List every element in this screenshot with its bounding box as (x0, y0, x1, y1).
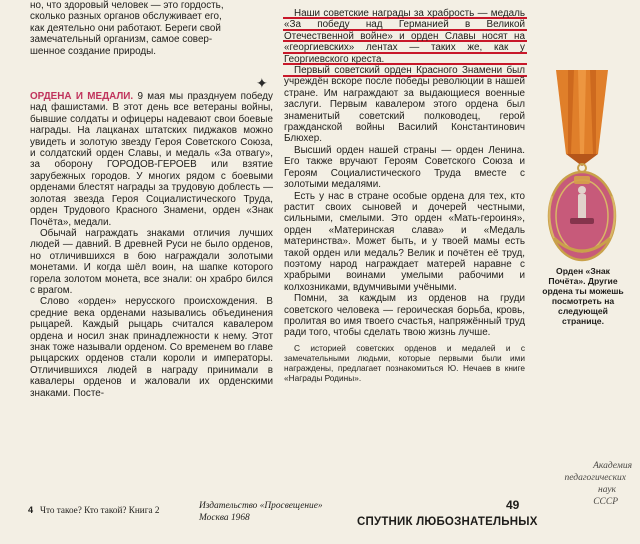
paragraph: Есть у нас в стране особые ордена для тех, кто растит своих сыновей и дочерей честными, сильными, смелыми. Это орден «Мать-героиня», орден «Материнская слава» и «Медаль материнства». Может быть, и у твоей мамы есть такой орден или медаль? Велик и почётен её труд, поэтому народ награждает матерей наравне с храбрыми воинами умелыми рабочими и колхозниками, вдумчивыми учёными. (284, 190, 525, 293)
series-title: СПУТНИК ЛЮБОЗНАТЕЛЬНЫХ (357, 516, 538, 528)
publisher-imprint (199, 500, 323, 524)
left-column (30, 0, 273, 399)
intro-text (30, 0, 273, 57)
book-title: Что такое? Кто такой? Книга 2 (40, 505, 160, 515)
paragraph: Слово «орден» нерусского происхождения. В средние века орденами назывались объединения рыцарей. Каждый рыцарь считался кавалером ордена и носил знак принадлежности к нему. Этот знак тоже называли орденом. Со временем во главе рыцарских орденов стали короли и императоры. Отличившихся людей в награду принимали в кавалеры орденов и жаловали их орденскими знаками. Посте- (30, 296, 273, 399)
stamp-line: наук (598, 485, 616, 495)
paragraph: Обычай награждать знаками отличия лучших людей — давний. В древней Руси не было орденов, но отличившихся в бою награждали золотыми монетами. И когда шёл воин, на шапке которого горела золотом монета, все знали: он храбро бился с врагом. (30, 227, 273, 296)
medal-caption: Орден «Знак Почёта». Другие ордена ты можешь посмотреть на следующей странице. (542, 266, 624, 326)
stamp-line: педагогических (564, 473, 626, 483)
publisher-line: Издательство «Просвещение» (199, 501, 323, 511)
medal-image (538, 68, 626, 264)
page-number-left: 4 (28, 505, 34, 515)
intro-line: замечательный организм, самое совер- (30, 34, 213, 46)
paragraph-text: 9 мая мы празднуем победу над фашистами. В этот день все ветераны войны, бывшие солдаты и офицеры надевают свои боевые награды. На лацканах штатских пиджаков можно увидеть и золотую звезду Героя Советского Союза, и солдатский орден Славы, и медаль «За отвагу», за оборону ГОРОДОВ-ГЕРОЕВ или взятие зарубежных городов. У многих рядом с боевыми орденами блестят награды за трудовую доблесть — золотая звезда Героя Социалистического Труда, орден Трудового Красного Знамени, орден «Знак Почёта», медали. (30, 91, 273, 228)
paragraph: Высший орден нашей страны — орден Ленина. Его также вручают Героям Советского Союза и Героям Социалистического Труда вместе с золотыми медалями. (284, 144, 525, 191)
intro-line: сколько разных органов обслуживает его, (30, 11, 222, 23)
page-number-right: 49 (506, 498, 520, 512)
library-stamp (528, 460, 632, 508)
middle-column (284, 8, 525, 383)
footnote: С историей советских орденов и медалей и с замечательными людьми, которые первыми были ими награждены, предлагает познакомиться Ю. Нечаев в книге «Награды Родины». (284, 342, 525, 383)
paragraph: Первый советский орден Красного Знамени был учреждён вскоре после победы революции в нашей стране. Им награждают за выдающиеся военные заслуги. Первым кавалером этого ордена был знаменитый советский полководец, герой гражданской войны Василий Константинович Блюхер. (284, 65, 525, 145)
intro-line: как деятельно они работают. Береги свой (30, 22, 221, 34)
stamp-line: Академия (593, 461, 632, 471)
intro-line: но, что здоровый человек — это гордость, (30, 0, 224, 11)
publisher-line: Москва 1968 (199, 513, 250, 523)
section-heading: ОРДЕНА И МЕДАЛИ. (30, 91, 134, 103)
section-paragraph (30, 91, 273, 228)
star-ornament-icon: ✦ (256, 76, 268, 92)
stamp-line: СССР (593, 497, 618, 507)
paragraph: Помни, за каждым из орденов на груди советского человека — героическая борьба, кровь, пролитая во имя твоего счастья, напряжённый труд ради того, чтобы сделать твою жизнь лучше. (284, 293, 525, 339)
highlight-paragraph: Наши советские награды за храбрость — медаль «За победу над Германией в Великой Отечественной войне» и орден Славы носят на «георгиевских» лентах — таких же, как у Георгиевского креста. (284, 8, 525, 65)
intro-line: шенное создание природы. (30, 45, 156, 57)
